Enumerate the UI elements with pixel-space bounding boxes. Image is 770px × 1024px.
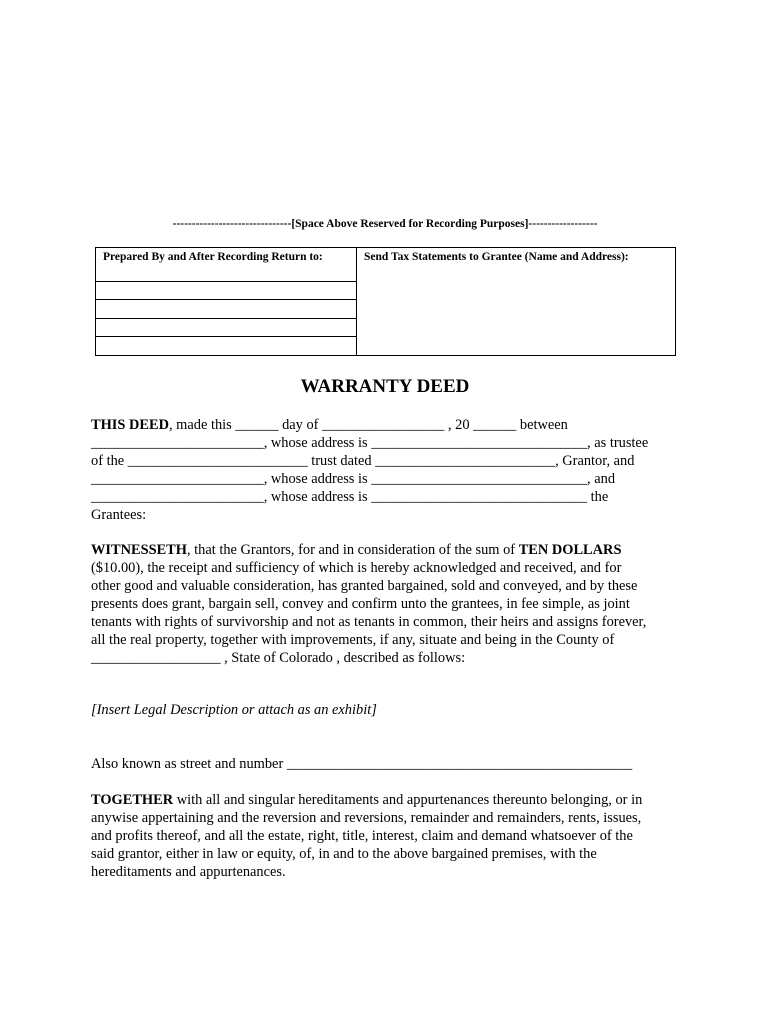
deed-line-1 [91, 416, 691, 434]
witnesseth-lead: WITNESSETH [91, 542, 187, 558]
recording-info-box [95, 247, 676, 356]
deed-lead: THIS DEED [91, 417, 169, 433]
legal-description-placeholder: [Insert Legal Description or attach as an exhibit] [91, 702, 377, 718]
deed-line-6: Grantees: [91, 507, 147, 523]
deed-line-4: ________________________, whose address is ______________________________, and [91, 471, 616, 487]
witnesseth-line-5: tenants with rights of survivorship and not as tenants in common, their heirs and assigns forever, [91, 614, 647, 630]
together-line-1-text: with all and singular hereditaments and appurtenances thereunto belonging, or in [173, 792, 643, 808]
deed-line-1-text: , made this ______ day of _________________ , 20 ______ between [168, 417, 568, 433]
deed-line-2: ________________________, whose address is ______________________________, as trustee [91, 435, 649, 451]
witnesseth-line-2: ($10.00), the receipt and sufficiency of which is hereby acknowledged and received, and for [91, 560, 622, 576]
prepared-by-line-1[interactable] [96, 281, 356, 282]
together-paragraph [91, 791, 691, 881]
deed-line-3: of the _________________________ trust dated _________________________, Grantor, and [91, 453, 635, 469]
street-address-line: Also known as street and number ________________________________________________ [91, 756, 633, 772]
recording-reserved-banner: -------------------------------[Space Above Reserved for Recording Purposes]------------------ [172, 218, 598, 230]
together-lead: TOGETHER [91, 792, 174, 808]
witnesseth-paragraph [91, 541, 691, 667]
witnesseth-line-1-text: , that the Grantors, for and in consideration of the sum of [186, 542, 519, 558]
together-line-2: anywise appertaining and the reversion and reversions, remainder and remainders, rents, issues, [91, 810, 642, 826]
together-line-1 [91, 791, 691, 809]
prepared-by-label: Prepared By and After Recording Return to: [103, 251, 323, 263]
prepared-by-line-4[interactable] [96, 336, 356, 337]
prepared-by-line-3[interactable] [96, 318, 356, 319]
witnesseth-line-4: presents does grant, bargain sell, convey and confirm unto the grantees, in fee simple, as joint [91, 596, 630, 612]
witnesseth-line-3: other good and valuable consideration, has granted bargained, sold and conveyed, and by these [91, 578, 638, 594]
witnesseth-line-6: all the real property, together with improvements, if any, situate and being in the County of [91, 632, 615, 648]
witnesseth-line-1 [91, 541, 691, 559]
together-line-4: said grantor, either in law or equity, of, in and to the above bargained premises, with the [91, 846, 597, 862]
deed-paragraph [91, 416, 691, 524]
together-line-3: and profits thereof, and all the estate, right, title, interest, claim and demand whatsoever of the [91, 828, 633, 844]
page-title: WARRANTY DEED [300, 376, 470, 397]
deed-line-5: ________________________, whose address is ______________________________ the [91, 489, 609, 505]
prepared-by-cell [96, 248, 357, 355]
together-line-5: hereditaments and appurtenances. [91, 864, 286, 880]
tax-statements-cell[interactable] [357, 248, 675, 355]
tax-statements-label: Send Tax Statements to Grantee (Name and Address): [364, 251, 629, 263]
witnesseth-line-7: __________________ , State of Colorado , described as follows: [91, 650, 466, 666]
prepared-by-line-2[interactable] [96, 299, 356, 300]
ten-dollars: TEN DOLLARS [518, 542, 622, 558]
